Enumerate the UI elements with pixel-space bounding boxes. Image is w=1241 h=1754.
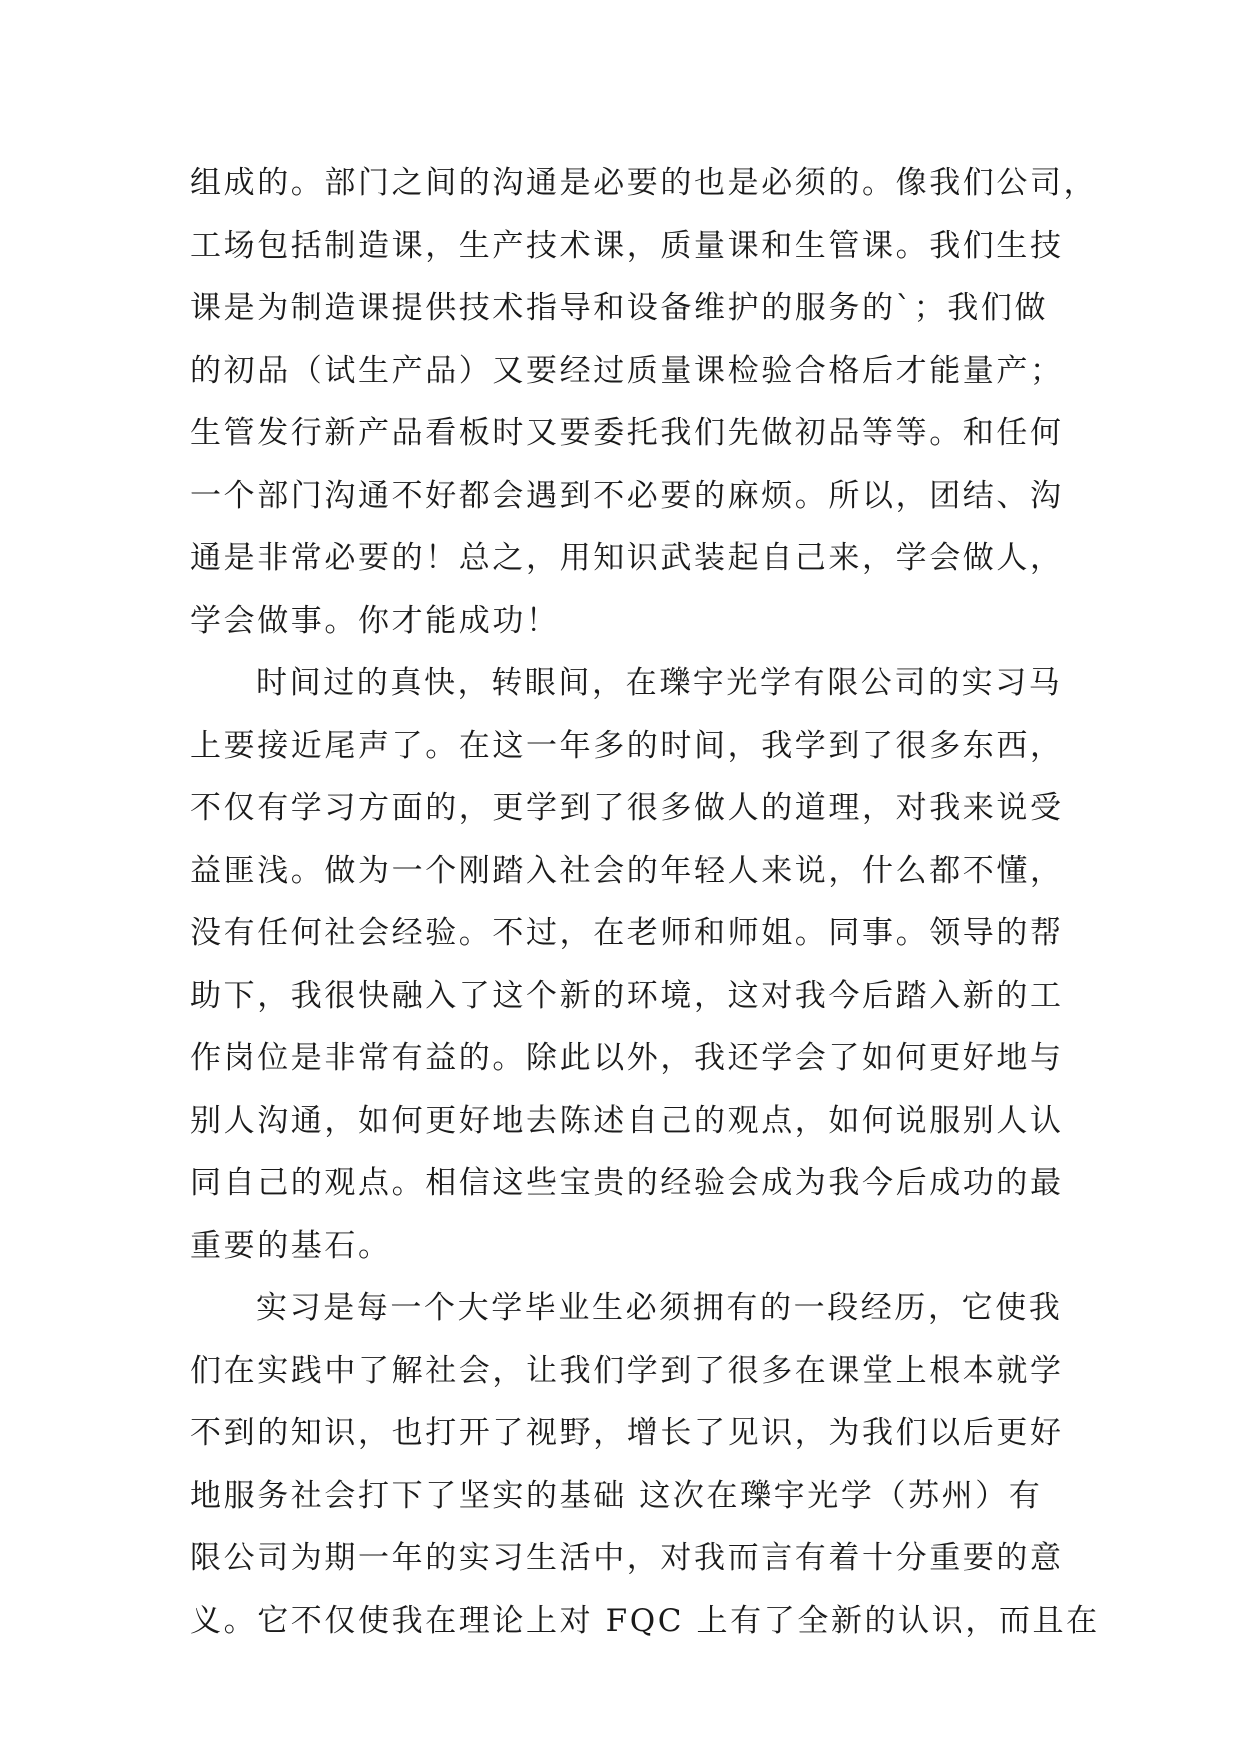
text-line: 一个部门沟通不好都会遇到不必要的麻烦。所以，团结、沟 [190,477,1064,514]
body-text [190,152,1100,1652]
text-line: 重要的基石。 [190,1227,392,1264]
text-line: 工场包括制造课，生产技术课，质量课和生管课。我们生技 [190,227,1064,264]
text-line: 不仅有学习方面的，更学到了很多做人的道理，对我来说受 [190,790,1064,826]
paragraph-first-line: 实习是每一个大学毕业生必须拥有的一段经历，它使我 [256,1290,1063,1326]
text-line: 们在实践中了解社会，让我们学到了很多在课堂上根本就学 [190,1352,1064,1389]
text-line: 义。它不仅使我在理论上对 FQC 上有了全新的认识，而且在 [190,1602,1100,1639]
text-line: 课是为制造课提供技术指导和设备维护的服务的`；我们做 [190,290,1049,326]
paragraph-first-line: 时间过的真快，转眼间，在瓅宇光学有限公司的实习马 [256,665,1063,701]
text-line: 的初品（试生产品）又要经过质量课检验合格后才能量产； [190,352,1064,389]
text-line: 益匪浅。做为一个刚踏入社会的年轻人来说，什么都不懂， [190,852,1064,889]
text-line: 组成的。部门之间的沟通是必要的也是必须的。像我们公司， [190,165,1098,201]
text-line: 同自己的观点。相信这些宝贵的经验会成为我今后成功的最 [190,1165,1064,1201]
text-line: 学会做事。你才能成功！ [190,602,560,639]
text-line: 地服务社会打下了坚实的基础 这次在瓅宇光学（苏州）有 [190,1477,1043,1514]
text-line: 别人沟通，如何更好地去陈述自己的观点，如何说服别人认 [190,1102,1064,1139]
text-line: 上要接近尾声了。在这一年多的时间，我学到了很多东西， [190,727,1064,764]
text-line: 生管发行新产品看板时又要委托我们先做初品等等。和任何 [190,415,1064,451]
text-line: 作岗位是非常有益的。除此以外，我还学会了如何更好地与 [190,1040,1064,1076]
text-line: 通是非常必要的！总之，用知识武装起自己来，学会做人， [190,540,1064,576]
text-line: 助下，我很快融入了这个新的环境，这对我今后踏入新的工 [190,977,1064,1014]
text-line: 限公司为期一年的实习生活中，对我而言有着十分重要的意 [190,1540,1064,1576]
text-line: 没有任何社会经验。不过，在老师和师姐。同事。领导的帮 [190,915,1064,951]
text-line: 不到的知识，也打开了视野，增长了见识，为我们以后更好 [190,1415,1064,1451]
